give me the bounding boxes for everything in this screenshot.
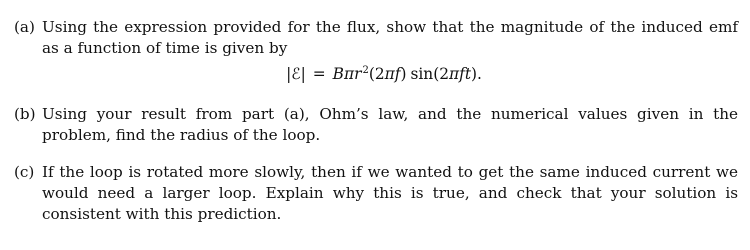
equals-sign: =	[312, 65, 326, 83]
part-a-text: Using the expression provided for the flux, show that the magnitude of the induced emf as a function of time is given by	[42, 18, 738, 57]
sine-close: ).	[471, 65, 482, 83]
part-c-marker: (c)	[14, 163, 35, 181]
frequency-factor-open: (2	[368, 65, 385, 83]
magnetic-field-symbol: B	[332, 65, 344, 83]
frequency-time-symbol: ft	[459, 65, 472, 83]
problem-part-a	[14, 17, 738, 59]
pi-symbol-sine: π	[449, 65, 460, 83]
frequency-factor-close: )	[400, 65, 407, 83]
pi-symbol: π	[343, 65, 355, 83]
pi-symbol-factor: π	[384, 65, 395, 83]
radius-symbol: r	[354, 65, 362, 83]
part-b-marker: (b)	[14, 105, 36, 123]
sine-open: sin(2	[410, 65, 450, 83]
emf-magnitude: |ℰ|	[286, 65, 306, 83]
emf-equation-content	[286, 64, 482, 87]
problem-part-c	[14, 162, 738, 225]
emf-equation	[0, 64, 750, 87]
frequency-symbol: f	[394, 65, 401, 83]
part-c-text: If the loop is rotated more slowly, then if we wanted to get the same induced current we would need a larger loop. Explain why this is true, and check that your solution is consistent with this prediction.	[42, 163, 738, 223]
part-b-text: Using your result from part (a), Ohm’s law, and the numerical values given in the problem, find the radius of the loop.	[42, 105, 738, 144]
part-a-marker: (a)	[14, 18, 35, 36]
radius-exponent: 2	[362, 65, 369, 76]
problem-part-b	[14, 104, 738, 146]
